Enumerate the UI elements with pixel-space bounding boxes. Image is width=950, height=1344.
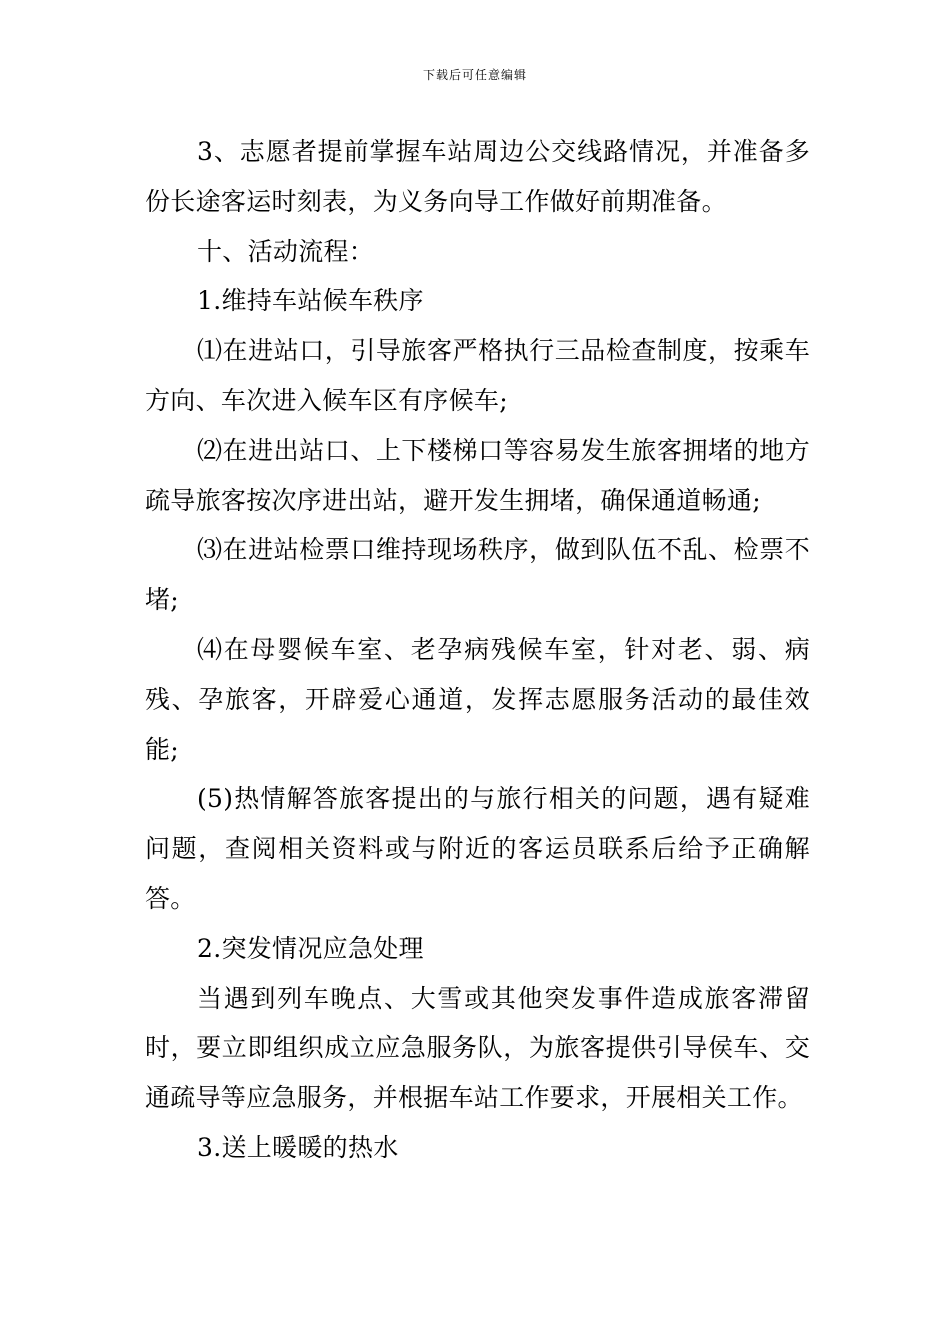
subheading-hot-water: 3.送上暖暖的热水 [197, 1132, 399, 1162]
paragraph-emergency-response: 当遇到列车晚点、大雪或其他突发事件造成旅客滞留时，要立即组织成立应急服务队，为旅客提供引导侯车、交通疏导等应急服务，并根据车站工作要求，开展相关工作。 [145, 983, 810, 1113]
list-item-answer-questions: (5)热情解答旅客提出的与旅行相关的问题，遇有疑难问题，查阅相关资料或与附近的客运员联系后给予正确解答。 [145, 784, 810, 913]
subheading-emergency: 2.突发情况应急处理 [197, 933, 424, 963]
list-item-ticket-gate: ⑶在进站检票口维持现场秩序，做到队伍不乱、检票不堵; [145, 535, 810, 615]
section-heading-activity-flow: 十、活动流程： [197, 236, 375, 266]
page-header-note: 下载后可任意编辑 [422, 68, 527, 82]
document-body [145, 127, 810, 1173]
list-item-crowd-control: ⑵在进出站口、上下楼梯口等容易发生旅客拥堵的地方疏导旅客按次序进出站，避开发生拥堵，确保通道畅通; [145, 435, 810, 515]
paragraph-volunteer-preparation: 3、志愿者提前掌握车站周边公交线路情况，并准备多份长途客运时刻表，为义务向导工作做好前期准备。 [145, 137, 810, 216]
list-item-priority-waiting: ⑷在母婴候车室、老孕病残候车室，针对老、弱、病残、孕旅客，开辟爱心通道，发挥志愿服务活动的最佳效能; [145, 634, 810, 764]
list-item-entrance: ⑴在进站口，引导旅客严格执行三品检查制度，按乘车方向、车次进入候车区有序候车; [145, 336, 810, 415]
subheading-station-order: 1.维持车站候车秩序 [197, 286, 424, 316]
